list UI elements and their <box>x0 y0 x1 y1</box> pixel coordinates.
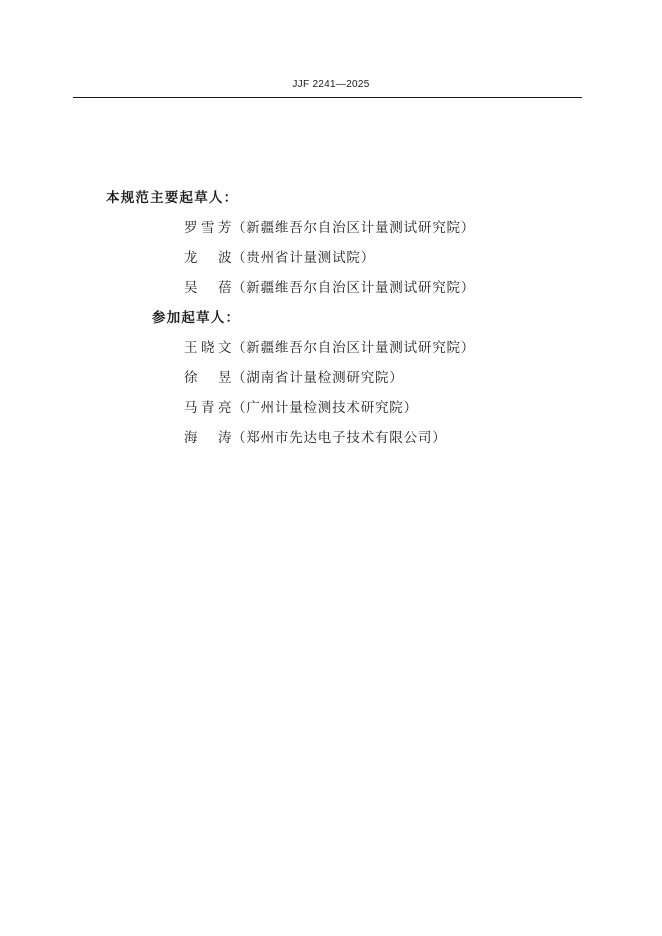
drafter-row <box>184 219 475 237</box>
drafter-row <box>184 399 418 417</box>
drafter-name: 徐 昱 <box>184 370 232 386</box>
drafter-name: 罗雪芳 <box>184 220 232 236</box>
header-rule <box>73 97 582 98</box>
drafter-row <box>184 429 447 447</box>
drafter-org: （广州计量检测技术研究院） <box>232 400 418 416</box>
drafter-name: 马青亮 <box>184 400 232 416</box>
drafter-name: 龙 波 <box>184 250 232 266</box>
drafter-org: （郑州市先达电子技术有限公司） <box>232 430 447 446</box>
drafter-row <box>184 339 475 357</box>
main-drafters-heading: 本规范主要起草人： <box>106 190 239 206</box>
drafter-name: 王晓文 <box>184 340 232 356</box>
drafter-row <box>184 279 475 297</box>
drafter-org: （湖南省计量检测研究院） <box>232 370 404 386</box>
drafter-org: （新疆维吾尔自治区计量测试研究院） <box>232 220 476 236</box>
drafter-org: （新疆维吾尔自治区计量测试研究院） <box>232 280 476 296</box>
drafter-name: 海 涛 <box>184 430 232 446</box>
participating-drafters-heading: 参加起草人： <box>152 310 241 326</box>
drafter-org: （新疆维吾尔自治区计量测试研究院） <box>232 340 476 356</box>
drafter-row <box>184 249 375 267</box>
drafter-name: 吴 蓓 <box>184 280 232 296</box>
page-header-doc-code: JJF 2241—2025 <box>292 79 370 90</box>
drafter-row <box>184 369 404 387</box>
drafter-org: （贵州省计量测试院） <box>232 250 375 266</box>
